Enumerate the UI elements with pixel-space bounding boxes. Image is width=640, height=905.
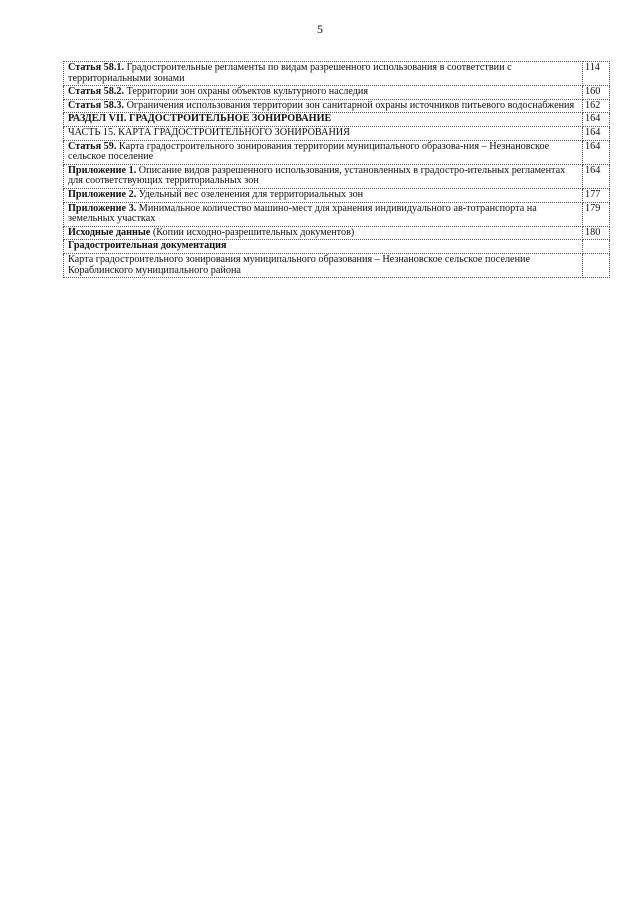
toc-entry-text: Описание видов разрешенного использования, установленных в градостро-ительных регламентах для соответствующих территориальных зон bbox=[68, 164, 566, 187]
toc-row bbox=[64, 226, 610, 240]
toc-row bbox=[64, 202, 610, 226]
toc-entry-text: Минимальное количество машино-мест для хранения индивидуального ав-тотранспорта на земельных участках bbox=[68, 202, 537, 225]
toc-entry-text: Ограничения использования территории зон санитарной охраны источников питьевого водоснабжения bbox=[124, 99, 575, 111]
toc-entry-title bbox=[64, 202, 583, 226]
toc-entry-title bbox=[64, 226, 583, 240]
toc-entry-page: 164 bbox=[583, 126, 610, 140]
toc-entry-label: Исходные данные bbox=[68, 226, 151, 238]
toc-entry-text: Карта градостроительного зонирования территории муниципального образова-ния – Незнановское сельское поселение bbox=[68, 140, 550, 163]
toc-entry-label: Статья 58.2. bbox=[68, 86, 125, 98]
toc-entry-page: 180 bbox=[583, 226, 610, 240]
toc-entry-text: Карта градостроительного зонирования муниципального образования – Незнановское сельское поселение Кораблинского муниципального района bbox=[68, 253, 530, 276]
toc-entry-page: 160 bbox=[583, 86, 610, 100]
toc-row bbox=[64, 240, 610, 254]
toc-entry-label: РАЗДЕЛ VII. ГРАДОСТРОИТЕЛЬНОЕ ЗОНИРОВАНИЕ bbox=[68, 113, 332, 125]
toc-entry-title bbox=[64, 113, 583, 127]
toc-row bbox=[64, 99, 610, 113]
toc-entry-label: Приложение 3. bbox=[68, 202, 137, 214]
toc-entry-label: Градостроительная документация bbox=[68, 240, 227, 252]
toc-entry-label: Статья 58.1. bbox=[68, 62, 125, 73]
toc-entry-title bbox=[64, 240, 583, 254]
toc-entry-page bbox=[583, 253, 610, 277]
toc-entry-page: 164 bbox=[583, 113, 610, 127]
toc-entry-page: 179 bbox=[583, 202, 610, 226]
toc-entry-title bbox=[64, 188, 583, 202]
toc-entry-text: ЧАСТЬ 15. КАРТА ГРАДОСТРОИТЕЛЬНОГО ЗОНИРОВАНИЯ bbox=[68, 126, 350, 138]
toc-entry-text: Градостроительные регламенты по видам разрешенного использования в соответствии с территориальными зонами bbox=[68, 62, 512, 84]
toc-entry-page: 164 bbox=[583, 164, 610, 188]
toc-row bbox=[64, 164, 610, 188]
toc-row bbox=[64, 113, 610, 127]
toc-entry-page: 114 bbox=[583, 62, 610, 86]
toc-entry-title bbox=[64, 140, 583, 164]
toc-row bbox=[64, 62, 610, 86]
toc-row bbox=[64, 253, 610, 277]
toc-entry-title bbox=[64, 99, 583, 113]
toc-entry-title bbox=[64, 253, 583, 277]
toc-entry-label: Приложение 1. bbox=[68, 164, 137, 176]
toc-entry-page: 177 bbox=[583, 188, 610, 202]
toc-entry-text: Удельный вес озеленения для территориальных зон bbox=[136, 188, 364, 200]
toc-entry-label: Приложение 2. bbox=[68, 188, 137, 200]
toc-entry-page bbox=[583, 240, 610, 254]
toc-entry-page: 162 bbox=[583, 99, 610, 113]
toc-row bbox=[64, 86, 610, 100]
toc-entry-label: Статья 58.3. bbox=[68, 99, 125, 111]
table-of-contents bbox=[63, 61, 610, 278]
toc-entry-page: 164 bbox=[583, 140, 610, 164]
toc-entry-title bbox=[64, 126, 583, 140]
toc-entry-title bbox=[64, 164, 583, 188]
toc-row bbox=[64, 140, 610, 164]
page-number: 5 bbox=[317, 22, 323, 36]
toc-row bbox=[64, 126, 610, 140]
toc-entry-title bbox=[64, 86, 583, 100]
toc-row bbox=[64, 188, 610, 202]
toc-entry-label: Статья 59. bbox=[68, 140, 117, 152]
toc-entry-text: (Копии исходно-разрешительных документов) bbox=[150, 226, 355, 238]
toc-entry-text: Территории зон охраны объектов культурного наследия bbox=[124, 86, 369, 98]
toc-entry-title bbox=[64, 62, 583, 86]
